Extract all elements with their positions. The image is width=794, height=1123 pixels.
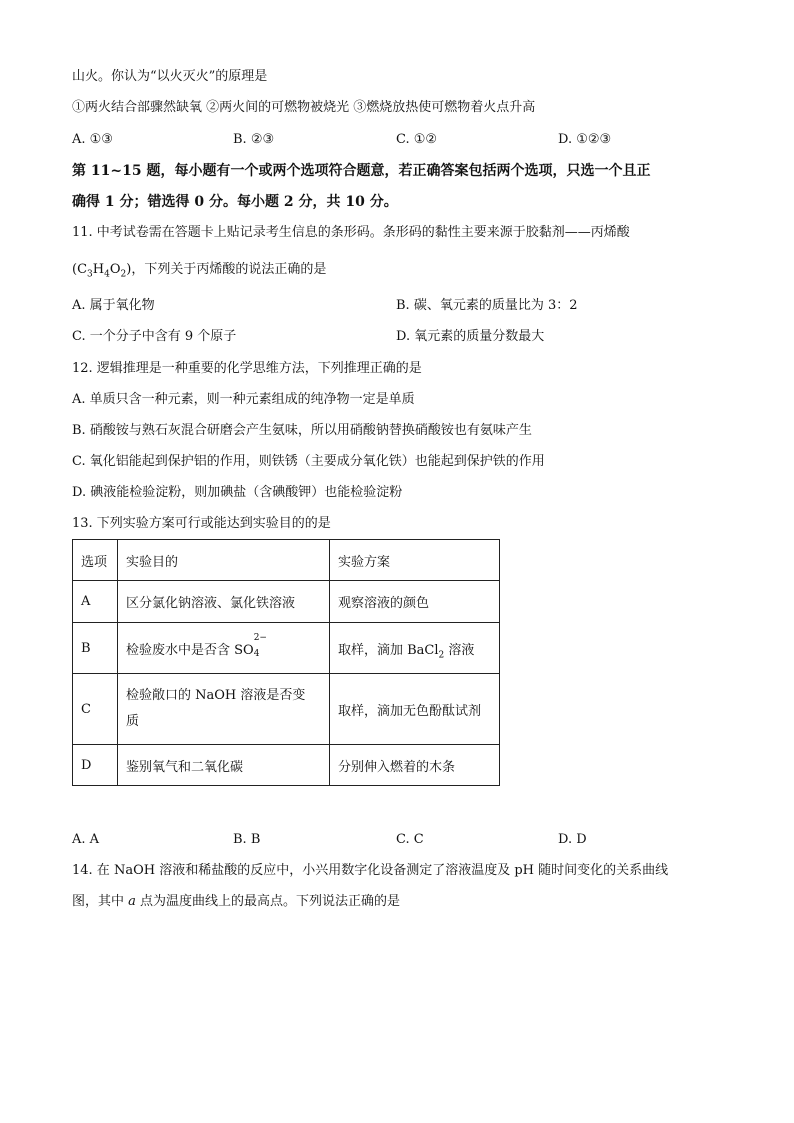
q10-option-a: A. ①③ [72,132,113,147]
q11-stem-line-1: 11. 中考试卷需在答题卡上贴记录考生信息的条形码。条形码的黏性主要来源于胶黏剂——丙烯酸 [72,225,630,240]
table-header-row [73,540,500,581]
header-purpose: 实验目的 [118,540,330,581]
table-row [73,745,500,786]
row-d-label: D [73,745,118,786]
q11-option-d: D. 氧元素的质量分数最大 [396,329,545,344]
q13-stem: 13. 下列实验方案可行或能达到实验目的的是 [72,516,331,531]
q11-option-b: B. 碳、氧元素的质量比为 3：2 [396,298,578,313]
q10-option-b: B. ②③ [233,132,275,147]
header-plan: 实验方案 [330,540,500,581]
q11-option-a: A. 属于氧化物 [72,298,155,313]
q14-stem-line-2: 图，其中 a 点为温度曲线上的最高点。下列说法正确的是 [72,894,401,909]
q12-option-b: B. 硝酸铵与熟石灰混合研磨会产生氨味，所以用硝酸钠替换硝酸铵也有氨味产生 [72,423,532,438]
q12-option-a: A. 单质只含一种元素，则一种元素组成的纯净物一定是单质 [72,392,415,407]
q13-option-a: A. A [72,832,100,847]
row-a-label: A [73,581,118,623]
q13-option-b: B. B [233,832,261,847]
section-heading-line-1: 第 11~15 题，每小题有一个或两个选项符合题意，若正确答案包括两个选项，只选一个且正 [72,163,651,179]
row-b-purpose: 检验废水中是否含 SO 2− 4 [118,623,330,674]
q13-option-d: D. D [558,832,587,847]
row-b-label: B [73,623,118,674]
intro-line-1: 山火。你认为“以火灭火”的原理是 [72,69,268,84]
table-row [73,623,500,674]
row-c-plan: 取样，滴加无色酚酞试剂 [330,674,500,745]
table-row [73,581,500,623]
acrylic-acid-formula: $(C_3H_4O_2)$ [72,262,132,280]
row-a-purpose: 区分氯化钠溶液、氯化铁溶液 [118,581,330,623]
sulfate-charge: 2− [253,633,267,643]
section-heading-line-2: 确得 1 分；错选得 0 分。每小题 2 分，共 10 分。 [72,194,398,210]
q13-option-c: C. C [396,832,424,847]
q13-table [72,539,500,786]
row-b-plan: 取样，滴加 BaCl$_2$ 溶液 [330,623,500,674]
q12-option-c: C. 氧化铝能起到保护铝的作用，则铁锈（主要成分氧化铁）也能起到保护铁的作用 [72,454,545,469]
q10-option-d: D. ①②③ [558,132,612,147]
header-option: 选项 [73,540,118,581]
table-row [73,674,500,745]
q14-stem-line-1: 14. 在 NaOH 溶液和稀盐酸的反应中，小兴用数字化设备测定了溶液温度及 pH 随时间变化的关系曲线 [72,863,669,878]
row-c-purpose: 检验敞口的 NaOH 溶液是否变 质 [118,674,330,745]
row-d-purpose: 鉴别氧气和二氧化碳 [118,745,330,786]
row-a-plan: 观察溶液的颜色 [330,581,500,623]
sulfate-subscript: 4 [253,649,260,659]
q11-stem-line-2: $(C_3H_4O_2)$，下列关于丙烯酸的说法正确的是 [72,262,327,280]
q10-option-c: C. ①② [396,132,438,147]
row-d-plan: 分别伸入燃着的木条 [330,745,500,786]
row-c-label: C [73,674,118,745]
q12-stem: 12. 逻辑推理是一种重要的化学思维方法，下列推理正确的是 [72,361,422,376]
q11-option-c: C. 一个分子中含有 9 个原子 [72,329,237,344]
q12-option-d: D. 碘液能检验淀粉，则加碘盐（含碘酸钾）也能检验淀粉 [72,485,403,500]
intro-line-2: ①两火结合部骤然缺氧 ②两火间的可燃物被烧光 ③燃烧放热使可燃物着火点升高 [72,100,536,115]
point-a-label: a [128,894,136,909]
